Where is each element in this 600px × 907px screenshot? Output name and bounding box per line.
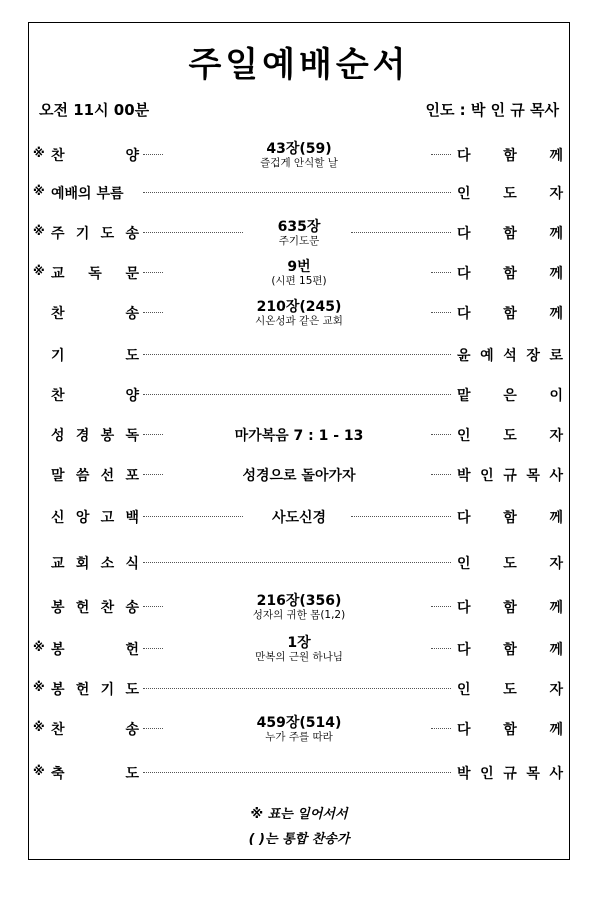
responsible-char: 인	[480, 766, 494, 782]
item-responsible	[457, 679, 563, 699]
responsible-char: 도	[503, 186, 517, 202]
item-responsible	[457, 639, 563, 659]
hymn-number: 216장(356)	[256, 592, 342, 609]
item-label-text	[51, 597, 139, 617]
leader-dots	[143, 354, 451, 355]
responsible-char: 다	[457, 226, 471, 242]
item-label-char: 예배의 부름	[51, 186, 124, 202]
item-label-char: 도	[125, 766, 139, 782]
standing-mark: ※	[33, 640, 45, 654]
item-label-char: 앙	[75, 510, 90, 526]
hymn-title: 시온성과 같은 교회	[255, 314, 343, 327]
hymn-title: 주기도문	[278, 234, 320, 247]
item-label-text	[51, 223, 139, 243]
item-label-char: 송	[125, 306, 139, 322]
item-label-text	[51, 763, 139, 783]
leader-dots	[143, 154, 163, 155]
item-label-char: 찬	[51, 306, 65, 322]
item-content	[169, 415, 429, 455]
hymn-number: 635장	[277, 218, 321, 235]
item-label-char: 기	[51, 348, 65, 364]
item-responsible	[457, 425, 563, 445]
responsible-char: 다	[457, 510, 471, 526]
scripture-or-title: 마가복음 7 : 1 - 13	[234, 428, 364, 444]
item-label-char: 기	[100, 682, 115, 698]
item-label-text	[51, 263, 139, 283]
service-item	[29, 135, 569, 175]
item-label-text	[51, 145, 139, 165]
item-label-char: 찬	[100, 600, 115, 616]
item-responsible	[457, 145, 563, 165]
service-item	[29, 753, 569, 793]
item-responsible	[457, 223, 563, 243]
item-label-char: 봉	[51, 600, 65, 616]
item-label	[33, 597, 143, 617]
item-label-text	[51, 465, 139, 485]
responsible-char: 도	[503, 682, 517, 698]
responsible-char: 함	[503, 306, 517, 322]
item-responsible	[457, 465, 563, 485]
standing-mark: ※	[33, 184, 45, 198]
item-label-char: 봉	[51, 642, 65, 658]
item-label-char: 도	[100, 226, 115, 242]
item-label	[33, 223, 143, 243]
responsible-char: 다	[457, 148, 471, 164]
item-label	[33, 465, 143, 485]
item-label	[33, 763, 143, 783]
leader-dots	[143, 434, 163, 435]
item-content	[169, 455, 429, 495]
hymn-title: 만복의 근원 하나님	[255, 650, 343, 663]
service-item	[29, 415, 569, 455]
item-label-text	[51, 679, 139, 699]
responsible-char: 께	[549, 642, 563, 658]
item-label-char: 성	[51, 428, 65, 444]
item-label	[33, 385, 143, 405]
item-responsible	[457, 507, 563, 527]
leader-dots	[143, 192, 451, 193]
responsible-char: 인	[457, 186, 471, 202]
item-label-char: 도	[125, 348, 139, 364]
responsible-char: 인	[457, 428, 471, 444]
item-responsible	[457, 183, 563, 203]
responsible-char: 장	[526, 348, 540, 364]
item-label-text	[51, 385, 139, 405]
responsible-char: 함	[503, 510, 517, 526]
service-item	[29, 497, 569, 537]
service-time: 오전 11시 00분	[39, 101, 150, 119]
service-item	[29, 543, 569, 583]
standing-mark: ※	[33, 720, 45, 734]
hymn-number: 1장	[287, 634, 311, 651]
responsible-char: 목	[526, 468, 540, 484]
item-label	[33, 145, 143, 165]
responsible-char: 사	[549, 766, 563, 782]
responsible-char: 은	[503, 388, 517, 404]
item-label	[33, 719, 143, 739]
hymn-title: 즐겁게 안식할 날	[260, 156, 338, 169]
standing-mark: ※	[33, 764, 45, 778]
item-responsible	[457, 597, 563, 617]
leader-dots	[431, 728, 451, 729]
service-item	[29, 335, 569, 375]
responsible-char: 께	[549, 306, 563, 322]
item-label-text	[51, 719, 139, 739]
leader-dots	[143, 688, 451, 689]
item-label-char: 양	[125, 388, 139, 404]
leader-dots	[431, 648, 451, 649]
hymn-number: 459장(514)	[256, 714, 342, 731]
responsible-char: 자	[549, 186, 563, 202]
responsible-char: 함	[503, 722, 517, 738]
service-item	[29, 213, 569, 253]
responsible-char: 다	[457, 306, 471, 322]
leader-dots	[143, 728, 163, 729]
leader-dots	[431, 272, 451, 273]
item-responsible	[457, 345, 563, 365]
responsible-char: 석	[503, 348, 517, 364]
hymn-number: 210장(245)	[256, 298, 342, 315]
responsible-char: 도	[503, 428, 517, 444]
leader-dots	[431, 312, 451, 313]
item-label-text	[51, 553, 139, 573]
item-label-char: 신	[51, 510, 65, 526]
item-label-char: 식	[125, 556, 139, 572]
item-label-char: 선	[100, 468, 115, 484]
item-label-char: 말	[51, 468, 65, 484]
item-label	[33, 263, 143, 283]
item-label-char: 찬	[51, 388, 65, 404]
item-label-char: 양	[125, 148, 139, 164]
item-responsible	[457, 553, 563, 573]
responsible-char: 께	[549, 226, 563, 242]
leader-dots	[431, 154, 451, 155]
responsible-char: 인	[457, 556, 471, 572]
responsible-char: 규	[503, 766, 517, 782]
hymn-title: 누가 주를 따라	[265, 730, 333, 743]
service-item	[29, 669, 569, 709]
service-header	[39, 99, 559, 123]
responsible-char: 께	[549, 722, 563, 738]
leader-dots	[143, 394, 451, 395]
responsible-char: 자	[549, 556, 563, 572]
item-label-char: 헌	[125, 642, 139, 658]
scripture-or-title: 성경으로 돌아가자	[242, 468, 356, 484]
responsible-char: 께	[549, 510, 563, 526]
responsible-char: 사	[549, 468, 563, 484]
standing-mark: ※	[33, 264, 45, 278]
responsible-char: 윤	[457, 348, 471, 364]
item-label-text	[51, 303, 139, 323]
standing-mark: ※	[33, 680, 45, 694]
responsible-char: 규	[503, 468, 517, 484]
service-item	[29, 629, 569, 669]
responsible-char: 다	[457, 266, 471, 282]
service-item	[29, 587, 569, 627]
item-content	[169, 629, 429, 669]
item-label-char: 기	[75, 226, 90, 242]
item-label-text	[51, 639, 139, 659]
responsible-char: 인	[480, 468, 494, 484]
item-label	[33, 553, 143, 573]
item-label-text	[51, 507, 139, 527]
leader-dots	[143, 648, 163, 649]
responsible-char: 박	[457, 468, 471, 484]
leader-dots	[431, 606, 451, 607]
responsible-char: 맡	[457, 388, 471, 404]
hymn-title: 성자의 귀한 몸(1,2)	[252, 608, 346, 621]
responsible-char: 함	[503, 148, 517, 164]
item-label-char: 찬	[51, 148, 65, 164]
item-label-char: 찬	[51, 722, 65, 738]
item-content	[169, 709, 429, 749]
bulletin-frame	[28, 22, 570, 860]
item-content	[169, 497, 429, 537]
item-label-char: 소	[100, 556, 115, 572]
responsible-char: 함	[503, 226, 517, 242]
footer-note-standing: ※ 표는 일어서서	[250, 807, 348, 822]
item-label-char: 도	[125, 682, 139, 698]
hymn-number: 9번	[287, 258, 311, 275]
item-label-char: 송	[125, 722, 139, 738]
item-label-char: 봉	[51, 682, 65, 698]
item-label-char: 씀	[75, 468, 90, 484]
item-responsible	[457, 385, 563, 405]
service-item	[29, 173, 569, 213]
item-label-char: 교	[51, 266, 65, 282]
responsible-char: 자	[549, 428, 563, 444]
item-responsible	[457, 263, 563, 283]
item-label	[33, 303, 143, 323]
item-label-text	[51, 345, 139, 365]
item-responsible	[457, 303, 563, 323]
service-leader: 인도 : 박 인 규 목사	[425, 101, 559, 119]
standing-mark: ※	[33, 224, 45, 238]
item-label-char: 송	[125, 226, 139, 242]
item-label	[33, 425, 143, 445]
item-label-char: 문	[125, 266, 139, 282]
item-label-text	[51, 425, 139, 445]
item-label	[33, 679, 143, 699]
item-label	[33, 639, 143, 659]
hymn-number: 43장(59)	[266, 140, 332, 157]
responsible-char: 께	[549, 266, 563, 282]
responsible-char: 로	[549, 348, 563, 364]
service-item	[29, 709, 569, 749]
item-label-char: 교	[51, 556, 65, 572]
responsible-char: 인	[457, 682, 471, 698]
leader-dots	[143, 272, 163, 273]
item-label-char: 고	[100, 510, 115, 526]
leader-dots	[143, 562, 451, 563]
service-item	[29, 253, 569, 293]
responsible-char: 자	[549, 682, 563, 698]
item-content	[169, 213, 429, 253]
responsible-char: 다	[457, 722, 471, 738]
item-label-text	[51, 183, 139, 203]
item-label	[33, 507, 143, 527]
responsible-char: 예	[480, 348, 494, 364]
item-content	[169, 293, 429, 333]
responsible-char: 함	[503, 642, 517, 658]
item-label-char: 경	[75, 428, 90, 444]
scripture-or-title: 사도신경	[271, 510, 327, 526]
service-item	[29, 455, 569, 495]
responsible-char: 박	[457, 766, 471, 782]
footer-note-hymnal: ( )는 통합 찬송가	[248, 832, 350, 847]
responsible-char: 다	[457, 642, 471, 658]
item-label-char: 주	[51, 226, 65, 242]
responsible-char: 이	[549, 388, 563, 404]
item-content	[169, 135, 429, 175]
item-label	[33, 183, 143, 203]
item-label-char: 송	[125, 600, 139, 616]
service-item	[29, 293, 569, 333]
leader-dots	[431, 434, 451, 435]
leader-dots	[143, 312, 163, 313]
item-label	[33, 345, 143, 365]
responsible-char: 께	[549, 148, 563, 164]
item-content	[169, 587, 429, 627]
item-label-char: 독	[88, 266, 102, 282]
responsible-char: 함	[503, 600, 517, 616]
item-label-char: 포	[125, 468, 139, 484]
item-responsible	[457, 763, 563, 783]
page-title: 주일예배순서	[188, 45, 410, 85]
item-label-char: 헌	[75, 600, 90, 616]
responsible-char: 목	[526, 766, 540, 782]
item-content	[169, 253, 429, 293]
standing-mark: ※	[33, 146, 45, 160]
item-label-char: 회	[75, 556, 90, 572]
item-label-char: 독	[125, 428, 139, 444]
leader-dots	[431, 474, 451, 475]
responsible-char: 다	[457, 600, 471, 616]
responsible-char: 도	[503, 556, 517, 572]
leader-dots	[143, 474, 163, 475]
item-label-char: 축	[51, 766, 65, 782]
leader-dots	[143, 772, 451, 773]
service-item	[29, 375, 569, 415]
item-label-char: 봉	[100, 428, 115, 444]
item-label-char: 헌	[75, 682, 90, 698]
item-label-char: 백	[125, 510, 139, 526]
responsible-char: 께	[549, 600, 563, 616]
item-responsible	[457, 719, 563, 739]
leader-dots	[143, 606, 163, 607]
responsible-char: 함	[503, 266, 517, 282]
hymn-title: (시편 15편)	[271, 274, 327, 287]
